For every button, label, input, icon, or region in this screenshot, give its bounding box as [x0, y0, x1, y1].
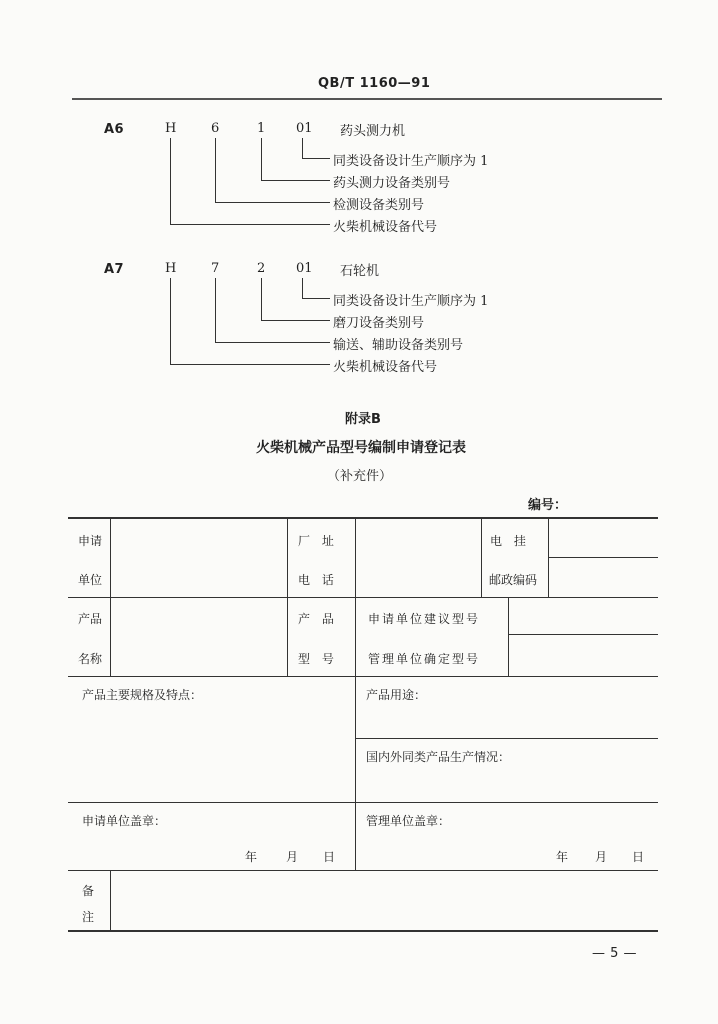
main-specs-label: 产品主要规格及特点： — [82, 688, 203, 702]
bracket-line — [215, 138, 216, 202]
domestic-foreign-label: 国内外同类产品生产情况： — [366, 750, 511, 764]
applicant-seal-label: 申请单位盖章： — [82, 814, 167, 828]
legend-item: 磨刀设备类别号 — [333, 316, 425, 331]
date-month: 月 — [595, 850, 608, 864]
bracket-line — [302, 278, 303, 298]
date-year: 年 — [556, 850, 569, 864]
code-category: 7 — [211, 261, 220, 276]
appendix-heading: 附录B — [345, 412, 381, 427]
product-model-label: 产 品 — [298, 612, 338, 626]
table-rule — [548, 557, 658, 558]
product-name-label: 产品 — [78, 612, 103, 626]
date-month: 月 — [286, 850, 299, 864]
bracket-line — [261, 138, 262, 180]
header-rule — [72, 98, 662, 100]
telegram-label: 电 挂 — [490, 534, 530, 548]
bracket-line — [170, 138, 171, 224]
bracket-line — [170, 224, 330, 225]
bracket-line — [261, 320, 330, 321]
legend-item: 输送、辅助设备类别号 — [333, 338, 464, 353]
code-h: H — [165, 121, 177, 136]
table-rule — [508, 598, 509, 676]
usage-label: 产品用途： — [366, 688, 427, 702]
bracket-line — [215, 342, 330, 343]
legend-item: 检测设备类别号 — [333, 198, 425, 213]
code-subcategory: 2 — [257, 261, 266, 276]
legend-item: 火柴机械设备代号 — [333, 220, 438, 235]
form-number-label: 编号： — [528, 498, 568, 513]
code-h: H — [165, 261, 177, 276]
table-rule — [68, 802, 658, 803]
applicant-label: 申请 — [78, 534, 103, 548]
product-name-label: 名称 — [78, 652, 103, 666]
legend-item: 同类设备设计生产顺序为 1 — [333, 294, 489, 309]
table-rule — [481, 518, 482, 597]
example-name: 药头测力机 — [340, 124, 406, 139]
code-sequence: 01 — [296, 121, 313, 136]
table-rule — [110, 871, 111, 930]
bracket-line — [170, 364, 330, 365]
standard-code: QB/T 1160—91 — [318, 76, 431, 91]
table-rule — [110, 518, 111, 676]
legend-item: 药头测力设备类别号 — [333, 176, 451, 191]
product-model-label: 型 号 — [298, 652, 338, 666]
bracket-line — [170, 278, 171, 364]
bracket-line — [215, 202, 330, 203]
code-sequence: 01 — [296, 261, 313, 276]
date-year: 年 — [245, 850, 258, 864]
date-day: 日 — [632, 850, 645, 864]
bracket-line — [302, 298, 330, 299]
legend-item: 火柴机械设备代号 — [333, 360, 438, 375]
appendix-subtitle: （补充件） — [327, 469, 393, 484]
legend-item: 同类设备设计生产顺序为 1 — [333, 154, 489, 169]
example-name: 石轮机 — [340, 264, 380, 279]
telephone-label: 电 话 — [298, 573, 338, 587]
table-border-bottom — [68, 930, 658, 932]
table-rule — [68, 676, 658, 677]
suggested-model-label: 申请单位建议型号 — [368, 612, 481, 626]
table-rule — [68, 870, 658, 871]
table-rule — [548, 518, 549, 597]
remarks-label: 备 — [82, 884, 95, 898]
bracket-line — [261, 180, 330, 181]
confirmed-model-label: 管理单位确定型号 — [368, 652, 481, 666]
bracket-line — [302, 138, 303, 158]
table-rule — [355, 518, 356, 870]
table-border-top — [68, 517, 658, 519]
code-subcategory: 1 — [257, 121, 266, 136]
applicant-label: 单位 — [78, 573, 103, 587]
table-rule — [508, 634, 658, 635]
example-label: A7 — [104, 262, 125, 277]
postcode-label: 邮政编码 — [489, 573, 538, 587]
code-category: 6 — [211, 121, 220, 136]
page-number: — 5 — — [592, 946, 638, 961]
bracket-line — [302, 158, 330, 159]
bracket-line — [261, 278, 262, 320]
manager-seal-label: 管理单位盖章： — [366, 814, 451, 828]
appendix-title: 火柴机械产品型号编制申请登记表 — [256, 440, 466, 456]
example-label: A6 — [104, 122, 125, 137]
bracket-line — [215, 278, 216, 342]
date-day: 日 — [323, 850, 336, 864]
remarks-label: 注 — [82, 910, 95, 924]
table-rule — [355, 738, 658, 739]
factory-address-label: 厂 址 — [298, 534, 338, 548]
table-rule — [287, 518, 288, 676]
table-rule — [68, 597, 658, 598]
